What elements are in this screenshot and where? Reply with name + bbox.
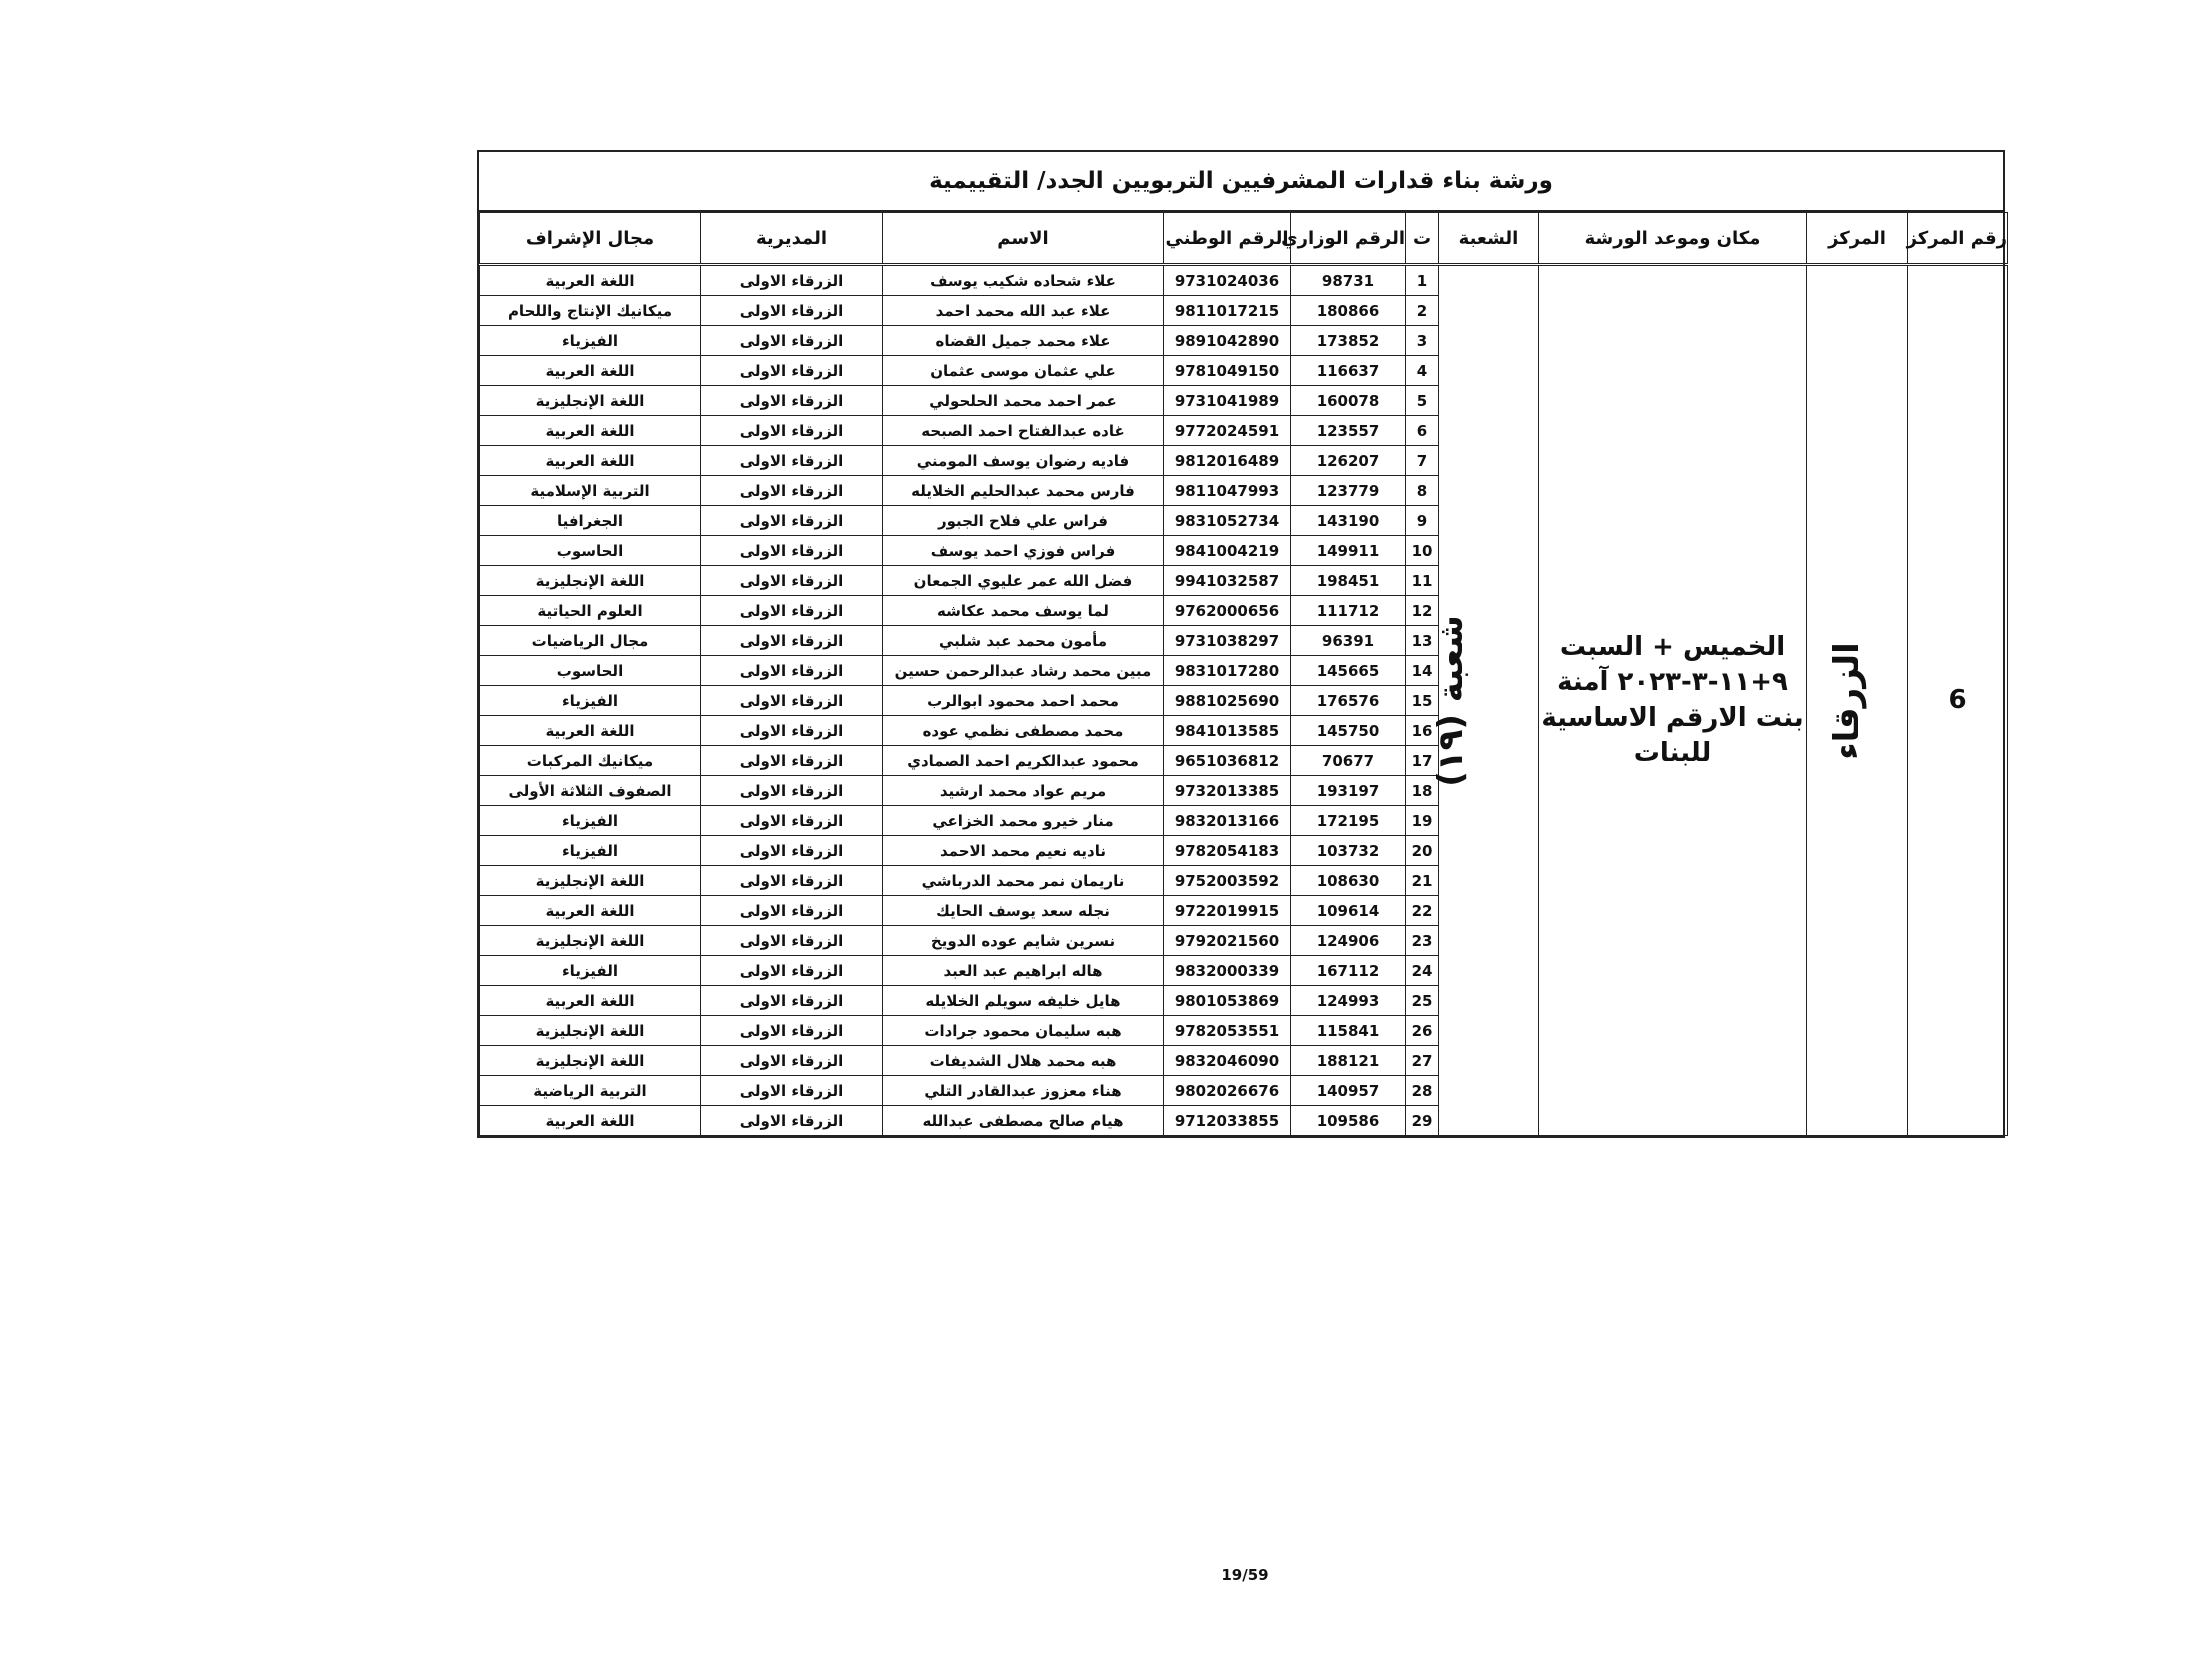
directorate-cell: الزرقاء الاولى <box>701 476 883 506</box>
ministry-number-cell: 173852 <box>1291 326 1406 356</box>
field-cell: ميكانيك الإنتاج واللحام <box>480 296 701 326</box>
directorate-cell: الزرقاء الاولى <box>701 1016 883 1046</box>
field-cell: الصفوف الثلاثة الأولى <box>480 776 701 806</box>
name-cell: مأمون محمد عبد شلبي <box>883 626 1164 656</box>
header-field: مجال الإشراف <box>480 213 701 265</box>
ministry-number-cell: 143190 <box>1291 506 1406 536</box>
seq-cell: 26 <box>1406 1016 1439 1046</box>
directorate-cell: الزرقاء الاولى <box>701 746 883 776</box>
directorate-cell: الزرقاء الاولى <box>701 986 883 1016</box>
ministry-number-cell: 198451 <box>1291 566 1406 596</box>
center-number-cell: 6 <box>1908 265 2008 1136</box>
ministry-number-cell: 149911 <box>1291 536 1406 566</box>
national-number-cell: 9781049150 <box>1164 356 1291 386</box>
ministry-number-cell: 176576 <box>1291 686 1406 716</box>
field-cell: الفيزياء <box>480 686 701 716</box>
directorate-cell: الزرقاء الاولى <box>701 386 883 416</box>
name-cell: عمر احمد محمد الحلحولي <box>883 386 1164 416</box>
name-cell: هبه سليمان محمود جرادات <box>883 1016 1164 1046</box>
ministry-number-cell: 116637 <box>1291 356 1406 386</box>
directorate-cell: الزرقاء الاولى <box>701 296 883 326</box>
national-number-cell: 9812016489 <box>1164 446 1291 476</box>
center-name-cell <box>1807 265 1908 1136</box>
ministry-number-cell: 70677 <box>1291 746 1406 776</box>
name-cell: مبين محمد رشاد عبدالرحمن حسين <box>883 656 1164 686</box>
ministry-number-cell: 124993 <box>1291 986 1406 1016</box>
national-number-cell: 9732013385 <box>1164 776 1291 806</box>
workshop-sheet <box>477 150 2005 1138</box>
name-cell: فاديه رضوان يوسف المومني <box>883 446 1164 476</box>
ministry-number-cell: 172195 <box>1291 806 1406 836</box>
field-cell: الفيزياء <box>480 836 701 866</box>
ministry-number-cell: 98731 <box>1291 265 1406 296</box>
seq-cell: 25 <box>1406 986 1439 1016</box>
national-number-cell: 9731038297 <box>1164 626 1291 656</box>
table-body <box>480 265 2008 1136</box>
ministry-number-cell: 140957 <box>1291 1076 1406 1106</box>
center-name-text: الزرقاء <box>1827 641 1868 760</box>
ministry-number-cell: 126207 <box>1291 446 1406 476</box>
national-number-cell: 9752003592 <box>1164 866 1291 896</box>
name-cell: فضل الله عمر عليوي الجمعان <box>883 566 1164 596</box>
national-number-cell: 9881025690 <box>1164 686 1291 716</box>
field-cell: اللغة العربية <box>480 1106 701 1136</box>
field-cell: التربية الرياضية <box>480 1076 701 1106</box>
seq-cell: 15 <box>1406 686 1439 716</box>
ministry-number-cell: 115841 <box>1291 1016 1406 1046</box>
field-cell: اللغة العربية <box>480 265 701 296</box>
national-number-cell: 9831052734 <box>1164 506 1291 536</box>
name-cell: علاء محمد جميل القضاه <box>883 326 1164 356</box>
header-national-no: الرقم الوطني <box>1164 213 1291 265</box>
seq-cell: 21 <box>1406 866 1439 896</box>
document-title: ورشة بناء قدارات المشرفيين التربويين الجدد/ التقييمية <box>479 152 2003 212</box>
national-number-cell: 9831017280 <box>1164 656 1291 686</box>
seq-cell: 5 <box>1406 386 1439 416</box>
seq-cell: 27 <box>1406 1046 1439 1076</box>
field-cell: اللغة الإنجليزية <box>480 866 701 896</box>
name-cell: هايل خليفه سويلم الخلايله <box>883 986 1164 1016</box>
directorate-cell: الزرقاء الاولى <box>701 686 883 716</box>
national-number-cell: 9832013166 <box>1164 806 1291 836</box>
field-cell: اللغة العربية <box>480 446 701 476</box>
directorate-cell: الزرقاء الاولى <box>701 926 883 956</box>
seq-cell: 29 <box>1406 1106 1439 1136</box>
field-cell: اللغة العربية <box>480 716 701 746</box>
national-number-cell: 9811017215 <box>1164 296 1291 326</box>
national-number-cell: 9841013585 <box>1164 716 1291 746</box>
seq-cell: 24 <box>1406 956 1439 986</box>
name-cell: هاله ابراهيم عبد العبد <box>883 956 1164 986</box>
national-number-cell: 9941032587 <box>1164 566 1291 596</box>
field-cell: اللغة العربية <box>480 986 701 1016</box>
seq-cell: 22 <box>1406 896 1439 926</box>
name-cell: علاء عبد الله محمد احمد <box>883 296 1164 326</box>
table-header-row <box>480 213 2008 265</box>
field-cell: الحاسوب <box>480 536 701 566</box>
directorate-cell: الزرقاء الاولى <box>701 446 883 476</box>
name-cell: هيام صالح مصطفى عبدالله <box>883 1106 1164 1136</box>
field-cell: الفيزياء <box>480 956 701 986</box>
national-number-cell: 9811047993 <box>1164 476 1291 506</box>
directorate-cell: الزرقاء الاولى <box>701 356 883 386</box>
seq-cell: 2 <box>1406 296 1439 326</box>
seq-cell: 18 <box>1406 776 1439 806</box>
ministry-number-cell: 103732 <box>1291 836 1406 866</box>
ministry-number-cell: 111712 <box>1291 596 1406 626</box>
ministry-number-cell: 108630 <box>1291 866 1406 896</box>
national-number-cell: 9832046090 <box>1164 1046 1291 1076</box>
seq-cell: 19 <box>1406 806 1439 836</box>
header-center-no: رقم المركز <box>1908 213 2008 265</box>
national-number-cell: 9891042890 <box>1164 326 1291 356</box>
seq-cell: 7 <box>1406 446 1439 476</box>
field-cell: الفيزياء <box>480 326 701 356</box>
national-number-cell: 9841004219 <box>1164 536 1291 566</box>
seq-cell: 23 <box>1406 926 1439 956</box>
directorate-cell: الزرقاء الاولى <box>701 265 883 296</box>
directorate-cell: الزرقاء الاولى <box>701 836 883 866</box>
directorate-cell: الزرقاء الاولى <box>701 536 883 566</box>
seq-cell: 9 <box>1406 506 1439 536</box>
name-cell: فارس محمد عبدالحليم الخلايله <box>883 476 1164 506</box>
header-section: الشعبة <box>1439 213 1539 265</box>
name-cell: علي عثمان موسى عثمان <box>883 356 1164 386</box>
seq-cell: 20 <box>1406 836 1439 866</box>
ministry-number-cell: 160078 <box>1291 386 1406 416</box>
field-cell: اللغة الإنجليزية <box>480 1016 701 1046</box>
name-cell: نسرين شايم عوده الدويخ <box>883 926 1164 956</box>
name-cell: فراس فوزي احمد يوسف <box>883 536 1164 566</box>
national-number-cell: 9762000656 <box>1164 596 1291 626</box>
ministry-number-cell: 193197 <box>1291 776 1406 806</box>
name-cell: محمود عبدالكريم احمد الصمادي <box>883 746 1164 776</box>
field-cell: الفيزياء <box>480 806 701 836</box>
name-cell: نجله سعد يوسف الحايك <box>883 896 1164 926</box>
seq-cell: 10 <box>1406 536 1439 566</box>
national-number-cell: 9722019915 <box>1164 896 1291 926</box>
field-cell: الحاسوب <box>480 656 701 686</box>
field-cell: اللغة الإنجليزية <box>480 926 701 956</box>
seq-cell: 1 <box>1406 265 1439 296</box>
directorate-cell: الزرقاء الاولى <box>701 806 883 836</box>
name-cell: هبه محمد هلال الشديفات <box>883 1046 1164 1076</box>
name-cell: ناريمان نمر محمد الدرباشي <box>883 866 1164 896</box>
directorate-cell: الزرقاء الاولى <box>701 326 883 356</box>
field-cell: مجال الرياضيات <box>480 626 701 656</box>
ministry-number-cell: 96391 <box>1291 626 1406 656</box>
directorate-cell: الزرقاء الاولى <box>701 716 883 746</box>
participants-table <box>479 212 2008 1136</box>
table-row <box>480 265 2008 296</box>
name-cell: محمد احمد محمود ابوالرب <box>883 686 1164 716</box>
field-cell: اللغة العربية <box>480 356 701 386</box>
field-cell: اللغة الإنجليزية <box>480 566 701 596</box>
national-number-cell: 9731024036 <box>1164 265 1291 296</box>
ministry-number-cell: 145665 <box>1291 656 1406 686</box>
field-cell: الجغرافيا <box>480 506 701 536</box>
ministry-number-cell: 109586 <box>1291 1106 1406 1136</box>
field-cell: العلوم الحياتية <box>480 596 701 626</box>
page-number: 19/59 <box>1221 1566 1269 1584</box>
header-directorate: المديرية <box>701 213 883 265</box>
place-date-cell: الخميس + السبت ٩+١١-٣-٢٠٢٣ آمنة بنت الارقم الاساسية للبنات <box>1539 265 1807 1136</box>
seq-cell: 14 <box>1406 656 1439 686</box>
national-number-cell: 9782053551 <box>1164 1016 1291 1046</box>
seq-cell: 4 <box>1406 356 1439 386</box>
header-name: الاسم <box>883 213 1164 265</box>
ministry-number-cell: 109614 <box>1291 896 1406 926</box>
field-cell: اللغة الإنجليزية <box>480 386 701 416</box>
ministry-number-cell: 145750 <box>1291 716 1406 746</box>
national-number-cell: 9792021560 <box>1164 926 1291 956</box>
directorate-cell: الزرقاء الاولى <box>701 776 883 806</box>
seq-cell: 3 <box>1406 326 1439 356</box>
directorate-cell: الزرقاء الاولى <box>701 956 883 986</box>
directorate-cell: الزرقاء الاولى <box>701 566 883 596</box>
header-center: المركز <box>1807 213 1908 265</box>
name-cell: هناء معزوز عبدالقادر التلي <box>883 1076 1164 1106</box>
field-cell: ميكانيك المركبات <box>480 746 701 776</box>
directorate-cell: الزرقاء الاولى <box>701 416 883 446</box>
section-cell <box>1431 265 1539 1136</box>
seq-cell: 6 <box>1406 416 1439 446</box>
field-cell: اللغة الإنجليزية <box>480 1046 701 1076</box>
ministry-number-cell: 124906 <box>1291 926 1406 956</box>
header-place-date: مكان وموعد الورشة <box>1539 213 1807 265</box>
header-ministry-no: الرقم الوزاري <box>1291 213 1406 265</box>
name-cell: محمد مصطفى نظمي عوده <box>883 716 1164 746</box>
directorate-cell: الزرقاء الاولى <box>701 596 883 626</box>
name-cell: غاده عبدالفتاح احمد الصبحه <box>883 416 1164 446</box>
directorate-cell: الزرقاء الاولى <box>701 626 883 656</box>
seq-cell: 11 <box>1406 566 1439 596</box>
field-cell: اللغة العربية <box>480 416 701 446</box>
ministry-number-cell: 123779 <box>1291 476 1406 506</box>
directorate-cell: الزرقاء الاولى <box>701 1076 883 1106</box>
seq-cell: 28 <box>1406 1076 1439 1106</box>
seq-cell: 16 <box>1406 716 1439 746</box>
name-cell: مريم عواد محمد ارشيد <box>883 776 1164 806</box>
field-cell: التربية الإسلامية <box>480 476 701 506</box>
section-text: شعبة (١٩) <box>1431 614 1472 787</box>
seq-cell: 17 <box>1406 746 1439 776</box>
ministry-number-cell: 167112 <box>1291 956 1406 986</box>
field-cell: اللغة العربية <box>480 896 701 926</box>
directorate-cell: الزرقاء الاولى <box>701 1046 883 1076</box>
national-number-cell: 9772024591 <box>1164 416 1291 446</box>
national-number-cell: 9802026676 <box>1164 1076 1291 1106</box>
header-seq: ت <box>1406 213 1439 265</box>
seq-cell: 8 <box>1406 476 1439 506</box>
directorate-cell: الزرقاء الاولى <box>701 866 883 896</box>
ministry-number-cell: 123557 <box>1291 416 1406 446</box>
ministry-number-cell: 180866 <box>1291 296 1406 326</box>
directorate-cell: الزرقاء الاولى <box>701 506 883 536</box>
name-cell: فراس علي فلاح الجبور <box>883 506 1164 536</box>
seq-cell: 12 <box>1406 596 1439 626</box>
national-number-cell: 9712033855 <box>1164 1106 1291 1136</box>
national-number-cell: 9651036812 <box>1164 746 1291 776</box>
national-number-cell: 9731041989 <box>1164 386 1291 416</box>
ministry-number-cell: 188121 <box>1291 1046 1406 1076</box>
name-cell: لما يوسف محمد عكاشه <box>883 596 1164 626</box>
national-number-cell: 9832000339 <box>1164 956 1291 986</box>
national-number-cell: 9782054183 <box>1164 836 1291 866</box>
national-number-cell: 9801053869 <box>1164 986 1291 1016</box>
name-cell: ناديه نعيم محمد الاحمد <box>883 836 1164 866</box>
seq-cell: 13 <box>1406 626 1439 656</box>
name-cell: منار خيرو محمد الخزاعي <box>883 806 1164 836</box>
directorate-cell: الزرقاء الاولى <box>701 656 883 686</box>
name-cell: علاء شحاده شكيب يوسف <box>883 265 1164 296</box>
directorate-cell: الزرقاء الاولى <box>701 896 883 926</box>
directorate-cell: الزرقاء الاولى <box>701 1106 883 1136</box>
